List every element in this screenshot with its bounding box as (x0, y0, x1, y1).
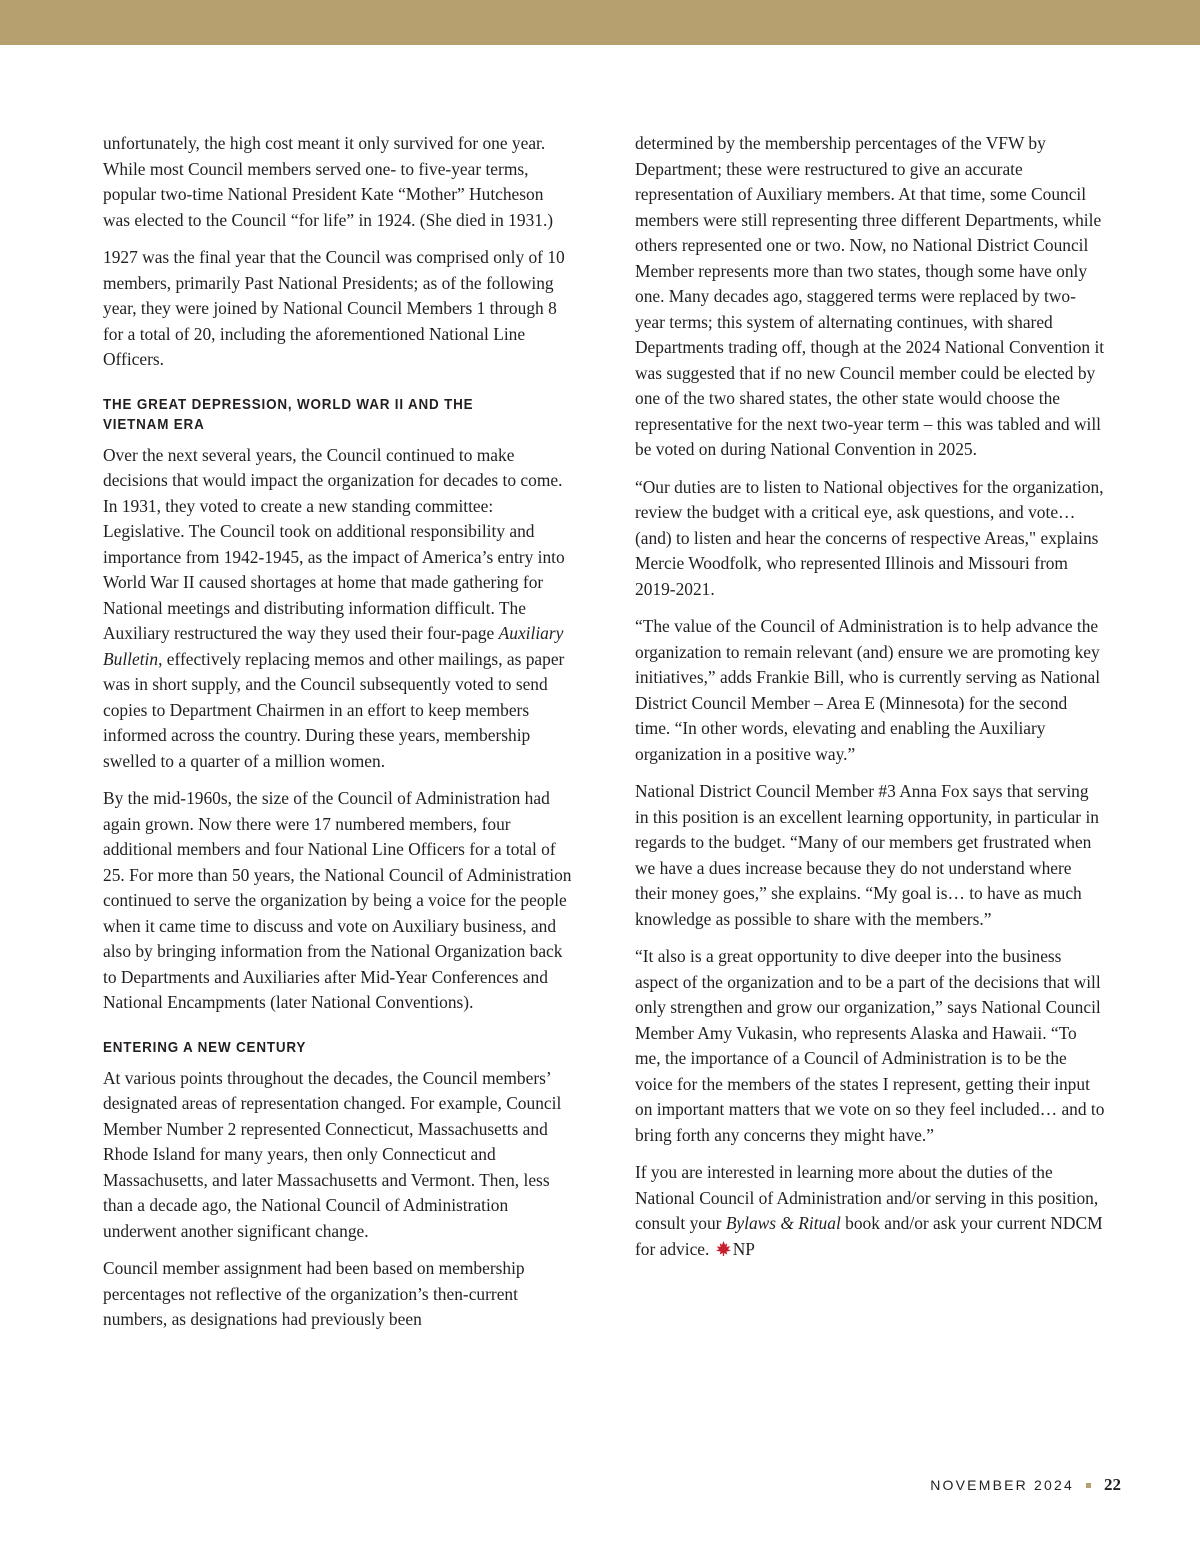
paragraph: “It also is a great opportunity to dive deeper into the business aspect of the organization and to be a part of the decisions that will only strengthen and grow our organization,” says National Council Member Amy Vukasin, who represents Alaska and Hawaii. “To me, the importance of a Council of Administration is to be the voice for the members of the states I represent, getting their input on important matters that we vote on so they feel included… and to bring forth any concerns they might have.” (635, 946, 1105, 1145)
page-footer (930, 1474, 1121, 1496)
page-number: 22 (1104, 1475, 1121, 1494)
paragraph (635, 1160, 1105, 1262)
top-color-band (0, 0, 1200, 45)
article-column-left (103, 131, 573, 1345)
footer-separator (1086, 1483, 1091, 1488)
paragraph: At various points throughout the decades, the Council members’ designated areas of representation changed. For example, Council Member Number 2 represented Connecticut, Massachusetts and Rhode Island for many years, then only Connecticut and Massachusetts, and later Massachusetts and Vermont. Then, less than a decade ago, the National Council of Administration underwent another significant change. (103, 1067, 562, 1241)
paragraph-text: If you are interested in learning more about the duties of the National Council of Administration and/or serving in this position, consult your (635, 1162, 1099, 1233)
paragraph (103, 443, 573, 775)
paragraph: 1927 was the final year that the Council was comprised only of 10 members, primarily Past National Presidents; as of the following year, they were joined by National Council Members 1 through 8 for a total of 20, including the aforementioned National Line Officers. (103, 247, 565, 369)
issue-date: NOVEMBER 2024 (930, 1477, 1074, 1493)
article-column-right (635, 131, 1105, 1274)
paragraph: determined by the membership percentages of the VFW by Department; these were restructured to give an accurate representation of Auxiliary members. At that time, some Council members were still representing three different Departments, while others represented one or two. Now, no National District Council Member represents more than two states, though some have only one. Many decades ago, staggered terms were replaced by two-year terms; this system of alternating continues, with shared Departments trading off, though at the 2024 National Convention it was suggested that if no new Council member could be elected by one of the two shared states, the other state would choose the representative for the next two-year term – this was tabled and will be voted on during National Convention in 2025. (635, 133, 1105, 459)
paragraph: “The value of the Council of Administration is to help advance the organization to remain relevant (and) ensure we are promoting key initiatives,” adds Frankie Bill, who is currently serving as National District Council Member – Area E (Minnesota) for the second time. “In other words, elevating and enabling the Auxiliary organization in a positive way.” (635, 616, 1101, 764)
maple-leaf-icon (716, 1241, 731, 1256)
paragraph: By the mid-1960s, the size of the Council of Administration had again grown. Now there were 17 numbered members, four additional members and four National Line Officers for a total of 25. For more than 50 years, the National Council of Administration continued to serve the organization by being a voice for the people when it came time to discuss and vote on Auxiliary business, and also by bringing information from the National Organization back to Departments and Auxiliaries after Mid-Year Conferences and National Encampments (later National Conventions). (103, 788, 572, 1012)
paragraph-text: , effectively replacing memos and other mailings, as paper was in short supply, and the Council subsequently voted to send copies to Department Chairmen in an effort to keep members informed across the country. During these years, membership swelled to a quarter of a million women. (103, 648, 565, 771)
author-initials: NP (732, 1238, 755, 1259)
paragraph-text: Over the next several years, the Council continued to make decisions that would impact the organization for decades to come. In 1931, they voted to create a new standing committee: Legislative. The Council took on additional responsibility and importance from 1942-1945, as the impact of America’s entry into World War II caused shortages at home that made gathering for National meetings and distributing information difficult. The Auxiliary restructured the way they used their four-page (103, 444, 565, 643)
publication-title: Bylaws & Ritual (725, 1213, 841, 1233)
section-heading: THE GREAT DEPRESSION, WORLD WAR II AND THE VIETNAM ERA (103, 396, 474, 433)
section-heading: ENTERING A NEW CENTURY (103, 1039, 307, 1056)
paragraph: unfortunately, the high cost meant it only survived for one year. While most Council members served one- to five-year terms, popular two-time National President Kate “Mother” Hutcheson was elected to the Council “for life” in 1924. (She died in 1931.) (103, 133, 554, 230)
paragraph-text: book and/or ask your current NDCM for advice. (635, 1213, 1103, 1259)
paragraph: National District Council Member #3 Anna Fox says that serving in this position is an excellent learning opportunity, in particular in regards to the budget. “Many of our members get frustrated when we have a dues increase because they do not understand where their money goes,” she explains. “My goal is… to have as much knowledge as possible to share with the members.” (635, 781, 1099, 929)
paragraph: Council member assignment had been based on membership percentages not reflective of the organization’s then-current numbers, as designations had previously been (103, 1258, 525, 1329)
paragraph: “Our duties are to listen to National objectives for the organization, review the budget with a critical eye, ask questions, and vote… (and) to listen and hear the concerns of respective Areas," explains Mercie Woodfolk, who represented Illinois and Missouri from 2019-2021. (635, 476, 1104, 599)
publication-title: Auxiliary Bulletin (103, 623, 564, 669)
